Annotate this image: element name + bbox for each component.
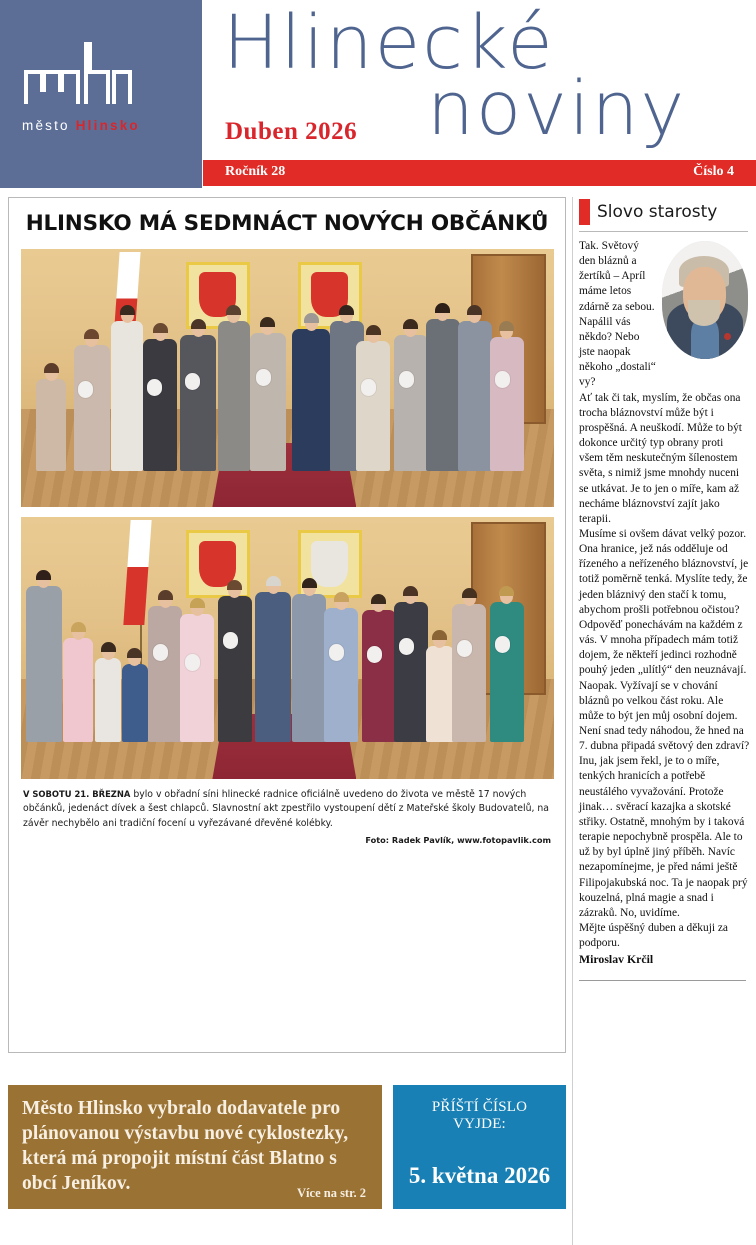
sidebar-paragraph: Odpověď ponechávám na každém z vás. V mnoha případech mám totiž dojem, že někteří jedinci rozhodně pouhý jeden „ulítlý“ den neuznávají. Naopak. Vyžívají se v chování bláznů po velkou část roku. Ale může to být jen můj osobní dojem. Není snad tedy náhodou, že hned na 7. dubna připadá světový den zdraví? Inu, jak jsem řekl, je to o míře, tenkých hranicích a potřebě neustálého vyvažování. Protože jinak… svěrací kazajka a skotské střiky. Ostatně, mnohým by i taková terapie nepochybně prospěla. Ale to už by byl úplně jiný příběh. Navíc nezapomínejme, je před námi ještě Filipojakubská noc. Ta je naopak prý kouzelná, plná magie a snad i zázraků. No, uvidíme. xyxy=(579,618,750,919)
photo-credit: Foto: Radek Pavlík, www.fotopavlik.com xyxy=(365,835,551,846)
lead-photo-bottom xyxy=(21,517,554,779)
promo-cyclepath-box[interactable] xyxy=(8,1085,382,1209)
volume-label: Ročník 28 xyxy=(225,164,286,179)
lead-photo-top xyxy=(21,249,554,507)
issue-month: Duben 2026 xyxy=(225,118,358,145)
masthead xyxy=(0,0,756,193)
page-body xyxy=(0,193,756,1200)
sidebar-bottom-divider xyxy=(579,980,746,981)
caption-lead: V SOBOTU 21. BŘEZNA xyxy=(23,789,131,799)
sidebar-divider xyxy=(579,231,748,232)
promo-row xyxy=(8,1085,566,1245)
promo-more-link[interactable]: Více na str. 2 xyxy=(297,1186,366,1200)
city-logo-panel xyxy=(0,0,202,188)
red-square-icon xyxy=(579,199,590,225)
paper-title-line-1: Hlinecké xyxy=(223,0,555,86)
sidebar-header xyxy=(579,199,750,225)
next-issue-date: 5. května 2026 xyxy=(408,1163,551,1188)
photo-caption xyxy=(23,788,551,831)
next-issue-box xyxy=(393,1085,566,1209)
sidebar-title: Slovo starosty xyxy=(597,202,718,222)
caption-body: bylo v obřadní síni hlinecké radnice oficiálně uvedeno do života ve městě 17 nových občánků, jedenáct dívek a šest chlapců. Slavnostní akt zpestřilo vystoupení dětí z Mateřské školy Budovatelů, na závěr nechybělo ani tradiční focení u vyřezávané dřevěné kolébky. xyxy=(23,789,549,829)
paper-title-line-2: noviny xyxy=(427,66,687,152)
mayor-portrait xyxy=(662,241,748,359)
sidebar-paragraph: Musíme si ovšem dávat velký pozor. Ona hranice, jež nás odděluje od řízeného a neřízeného bláznovství, je totiž poměrně tenká. Myslíte tedy, že jeden bláznivý den stačí k tomu, abychom prošli potřebnou očistou? xyxy=(579,527,749,616)
mh-monogram-icon xyxy=(22,38,142,108)
next-issue-label: PŘÍŠTÍ ČÍSLO VYJDE: xyxy=(431,1099,528,1132)
sidebar-mayors-word xyxy=(572,197,750,1245)
promo-cyclepath-text: Město Hlinsko vybralo dodavatele pro plánovanou výstavbu nové cyklostezky, která má propojit místní část Blatno s obcí Jeníkov. xyxy=(22,1098,349,1194)
issue-info-bar xyxy=(203,160,756,186)
logo-city-word: město xyxy=(22,118,70,133)
lead-article xyxy=(8,197,566,1053)
sidebar-paragraph: Tak. Světový den bláznů a žertíků – Apríl máme letos zdárně za sebou. Napálil vás někdo? Nebo jste naopak někoho „dostali“ vy? xyxy=(579,240,656,389)
logo-caption xyxy=(22,118,192,133)
logo-city-name: Hlinsko xyxy=(75,118,140,133)
number-label: Číslo 4 xyxy=(693,164,734,179)
sidebar-paragraph: Ať tak či tak, myslím, že občas ona trocha bláznovství může být i prospěšná. A neuškodí. Může to být dokonce určitý typ obrany proti všem těm neskutečným šílenostem světa, s nimiž jsme mnohdy nuceni se utkávat. Je to jen o míře, kam až necháme bláznovství zajít jako terapii. xyxy=(579,391,742,525)
mayor-signature: Miroslav Krčil xyxy=(579,952,654,967)
lead-headline: HLINSKO MÁ SEDMNÁCT NOVÝCH OBČÁNKŮ xyxy=(25,211,549,236)
sidebar-paragraph: Mějte úspěšný duben a děkuji za podporu. xyxy=(579,922,728,950)
